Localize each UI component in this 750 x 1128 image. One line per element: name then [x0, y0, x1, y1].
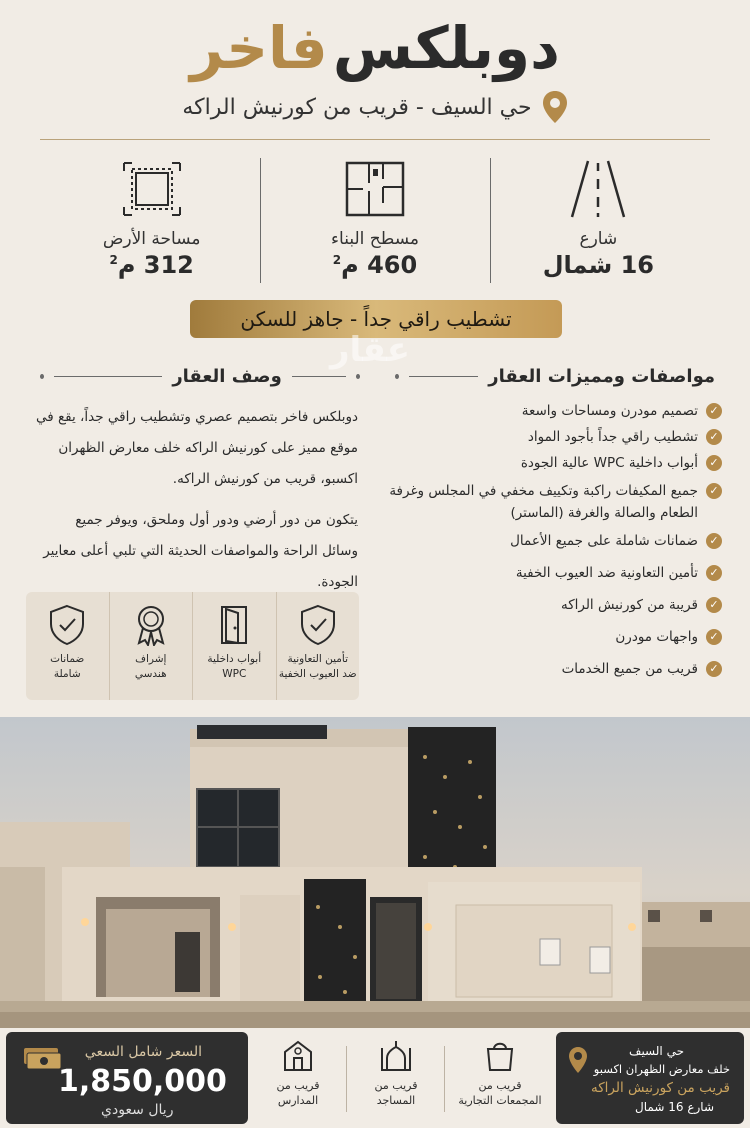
badge-label-line: إشراف: [135, 653, 167, 665]
page-title: [0, 14, 750, 82]
price-box: [6, 1032, 248, 1124]
check-icon: ✓: [706, 565, 722, 581]
list-item: ✓ تشطيب راقي جداً بأجود المواد: [372, 426, 722, 448]
location-row: [0, 90, 750, 124]
check-icon: ✓: [706, 533, 722, 549]
nearby-mosques: [352, 1038, 440, 1108]
house-illustration: [0, 717, 750, 1035]
badge-label-line: أبواب داخلية: [207, 653, 262, 665]
stat-street: [487, 155, 710, 295]
list-item: ✓ واجهات مودرن: [372, 626, 722, 648]
heading-dot: [40, 374, 44, 379]
stat-building-label: مسطح البناء: [331, 229, 419, 249]
list-item: ✓ أبواب داخلية WPC عالية الجودة: [372, 452, 722, 474]
location-pin-icon: [568, 1046, 588, 1074]
check-icon: ✓: [706, 597, 722, 613]
location-district: حي السيف: [629, 1044, 684, 1058]
badge-guarantees: [26, 592, 109, 700]
heading-line: [292, 376, 346, 377]
house-photo: [0, 717, 750, 1035]
features-heading-text: مواصفات ومميزات العقار: [488, 366, 715, 387]
badge-label-line: WPC: [222, 668, 247, 680]
heading-dot: [356, 374, 360, 379]
location-street: شارع 16 شمال: [635, 1100, 714, 1114]
nearby-schools: [254, 1038, 342, 1108]
nearby-label-line: قريب من: [276, 1079, 320, 1092]
nearby-separator: [444, 1046, 445, 1112]
badge-insurance: [276, 592, 360, 700]
school-icon: [281, 1038, 315, 1072]
title-part1: دوبلكس: [332, 14, 560, 82]
price-label: السعر شامل السعي: [84, 1044, 202, 1060]
stat-land-value: 312 م$^2$: [109, 251, 194, 279]
location-pin-icon: [542, 90, 568, 124]
stat-separator: [260, 158, 261, 283]
heading-line: [54, 376, 162, 377]
stats-row: [40, 155, 710, 295]
road-icon: [566, 159, 630, 219]
check-icon: ✓: [706, 403, 722, 419]
money-stack-icon: [22, 1044, 62, 1074]
badge-doors: [192, 592, 276, 700]
property-description: [36, 402, 358, 598]
door-icon: [215, 604, 253, 646]
list-item: ✓ ضمانات شاملة على جميع الأعمال: [372, 530, 722, 552]
stat-street-value: 16 شمال: [542, 251, 654, 279]
bottom-bar: [0, 1028, 750, 1128]
heading-dot: [395, 374, 399, 379]
price-currency: ريال سعودي: [101, 1102, 174, 1118]
location-text: حي السيف - قريب من كورنيش الراكه: [182, 94, 532, 120]
land-area-icon: [120, 159, 184, 219]
watermark-logo: عقار: [329, 330, 411, 370]
list-item: ✓ تأمين التعاونية ضد العيوب الخفية: [372, 562, 722, 584]
title-part2: فاخر: [190, 14, 328, 82]
stat-separator: [490, 158, 491, 283]
shopping-bag-icon: [483, 1038, 517, 1072]
check-icon: ✓: [706, 661, 722, 677]
nearby-label-line: المدارس: [277, 1094, 319, 1107]
check-icon: ✓: [706, 429, 722, 445]
list-item: ✓ قريبة من كورنيش الراكه: [372, 594, 722, 616]
features-heading: [395, 366, 715, 387]
nearby-label-line: المجمعات التجارية: [458, 1094, 542, 1107]
badge-label-line: ضمانات: [50, 653, 85, 665]
location-highlight: قريب من كورنيش الراكه: [591, 1080, 730, 1096]
nearby-label-line: قريب من: [478, 1079, 522, 1092]
check-icon: ✓: [706, 455, 722, 471]
description-paragraph: دوبلكس فاخر بتصميم عصري وتشطيب راقي جداً، يقع في موقع مميز على كورنيش الراكه خلف معارض الظهران اكسبو، قريب من كورنيش الراكه.: [35, 409, 358, 487]
floor-plan-icon: [343, 159, 407, 219]
stat-building-value: 460 م$^2$: [332, 251, 418, 279]
list-item: ✓ تصميم مودرن ومساحات واسعة: [372, 400, 722, 422]
stat-street-label: شارع: [579, 229, 618, 249]
location-landmark: خلف معارض الظهران اكسبو: [593, 1062, 730, 1076]
nearby-malls: [456, 1038, 544, 1108]
badge-label-line: شاملة: [53, 668, 81, 680]
heading-line: [409, 376, 478, 377]
badges-panel: [26, 592, 359, 700]
stat-building-area: [263, 155, 486, 295]
stat-land-area: [40, 155, 263, 295]
badge-label-line: تأمين التعاونية: [287, 653, 349, 665]
badge-label-line: هندسي: [134, 668, 167, 680]
check-icon: ✓: [706, 483, 722, 499]
description-paragraph: يتكون من دور أرضي ودور أول وملحق، ويوفر جميع وسائل الراحة والمواصفات الحديثة التي تلبي أعلى معايير الجودة.: [43, 512, 358, 590]
stat-land-label: مساحة الأرض: [102, 229, 201, 249]
list-item: ✓ قريب من جميع الخدمات: [372, 658, 722, 680]
badge-supervision: [109, 592, 193, 700]
features-list: [372, 400, 722, 680]
banner-text: تشطيب راقي جداً - جاهز للسكن: [240, 307, 512, 331]
badge-label-line: ضد العيوب الخفية: [278, 668, 357, 680]
description-heading: [40, 366, 360, 387]
nearby-label-line: المساجد: [376, 1094, 416, 1107]
list-item: ✓ جميع المكيفات راكبة وتكييف مخفي في المجلس وغرفة الطعام والصالة والغرفة (الماستر): [372, 480, 722, 524]
nearby-label-line: قريب من: [374, 1079, 418, 1092]
check-icon: ✓: [706, 629, 722, 645]
shield-check-icon: [299, 604, 337, 646]
shield-check-icon: [48, 604, 86, 646]
nearby-separator: [346, 1046, 347, 1112]
description-heading-text: وصف العقار: [172, 366, 282, 387]
price-value: 1,850,000: [58, 1064, 227, 1099]
divider: [40, 139, 710, 140]
mosque-icon: [379, 1038, 413, 1072]
award-ribbon-icon: [132, 604, 170, 646]
location-box: [556, 1032, 744, 1124]
